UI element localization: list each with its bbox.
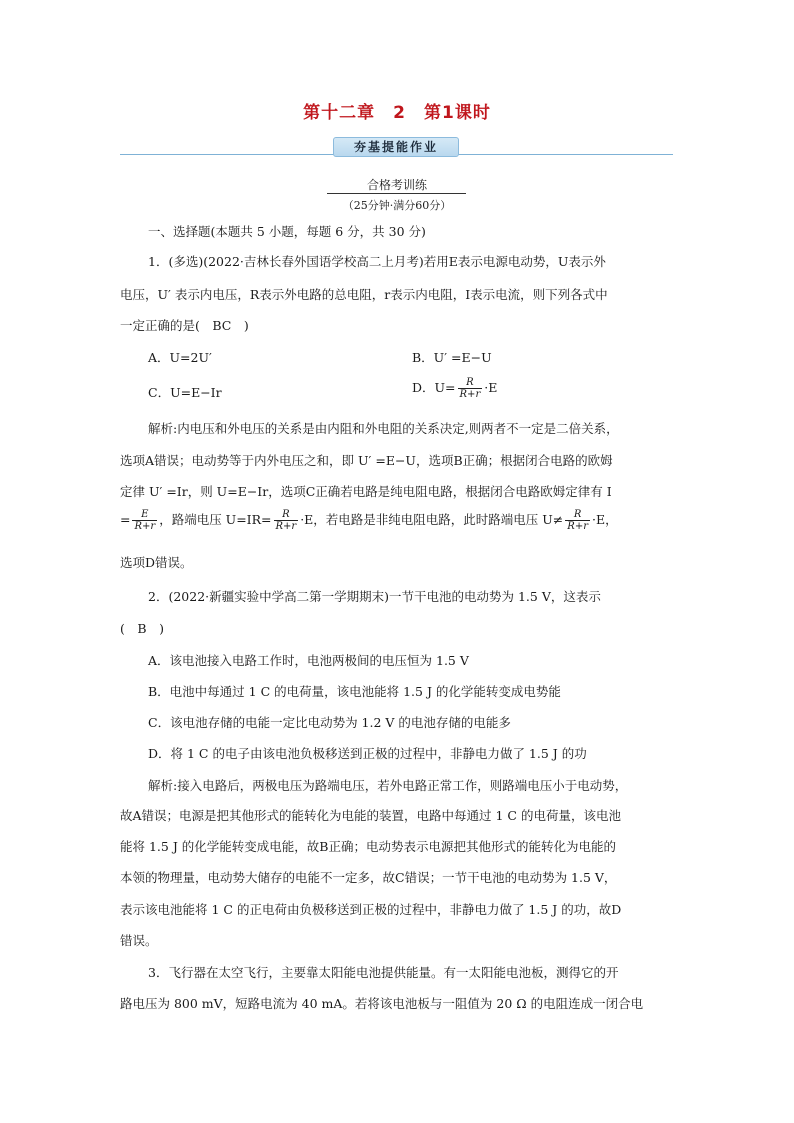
q2-stem-line-1: 2．(2022·新疆实验中学高二第一学期期末)一节干电池的电动势为 1.5 V，这表示 <box>148 589 601 604</box>
q1-option-b: B．U′ =E−U <box>412 350 492 365</box>
q2-stem-line-2: ( B ) <box>120 621 164 636</box>
q3-stem-line-2: 路电压为 800 mV，短路电流为 40 mA。若将该电池板与一阻值为 20 Ω 的电阻连成一闭合电 <box>120 996 644 1011</box>
fraction-numerator: R <box>274 509 299 521</box>
q2-analysis-line-6: 错误。 <box>120 933 158 948</box>
q2-option-a: A．该电池接入电路工作时，电池两极间的电压恒为 1.5 V <box>148 653 469 668</box>
q1-analysis-fraction-3 <box>565 509 590 532</box>
q2-analysis-line-2: 故A错误；电源是把其他形式的能转化为电能的装置，电路中每通过 1 C 的电荷量，该电池 <box>120 808 621 823</box>
fraction-numerator: R <box>565 509 590 521</box>
sub-title-divider <box>327 193 466 194</box>
q1-analysis-eq-prefix: = <box>120 512 131 527</box>
q2-analysis-line-4: 本领的物理量，电动势大储存的电能不一定多，故C错误；一节干电池的电动势为 1.5 V， <box>120 870 617 885</box>
q1-analysis-fraction-1 <box>132 509 157 532</box>
q1-analysis-line-2: 选项A错误；电动势等于内外电压之和，即 U′ =E−U，选项B正确；根据闭合电路的欧姆 <box>120 453 613 468</box>
q1-analysis-line-5: 选项D错误。 <box>120 555 193 570</box>
page-title: 第十二章 2 第1课时 <box>303 103 491 123</box>
fraction-denominator: R+r <box>459 389 481 400</box>
q1-stem-line-2: 电压，U′ 表示内电压，R表示外电路的总电阻，r表示内电阻，I表示电流，则下列各式中 <box>120 287 608 302</box>
fraction-denominator: R+r <box>134 521 156 532</box>
section-heading: 一、选择题(本题共 5 小题，每题 6 分，共 30 分) <box>148 224 426 239</box>
fraction-numerator: R <box>458 377 483 389</box>
q1-analysis-text-mid-2: ·E，若电路是非纯电阻电路，此时路端电压 U≠ <box>300 512 564 527</box>
q3-stem-line-1: 3．飞行器在太空飞行，主要靠太阳能电池提供能量。有一太阳能电池板，测得它的开 <box>148 965 619 980</box>
q1-stem-line-1: 1．(多选)(2022·吉林长春外国语学校高二上月考)若用E表示电源电动势，U表示外 <box>148 254 606 269</box>
q1-analysis-fraction-2 <box>274 509 299 532</box>
q2-option-d: D．将 1 C 的电子由该电池负极移送到正极的过程中，非静电力做了 1.5 J 的功 <box>148 746 587 761</box>
q1-option-a: A．U=2U′ <box>148 350 212 365</box>
q2-analysis-line-5: 表示该电池能将 1 C 的正电荷由负极移送到正极的过程中，非静电力做了 1.5 J 的功，故D <box>120 902 622 917</box>
section-banner: 夯基提能作业 <box>333 137 459 157</box>
fraction-denominator: R+r <box>567 521 588 532</box>
q2-option-c: C．该电池存储的电能一定比电动势为 1.2 V 的电池存储的电能多 <box>148 715 511 730</box>
q1-option-d-suffix: ·E <box>484 380 498 395</box>
q2-option-b: B．电池中每通过 1 C 的电荷量，该电池能将 1.5 J 的化学能转变成电势能 <box>148 684 561 699</box>
sub-title: 合格考训练 <box>366 178 427 192</box>
q1-stem-line-3: 一定正确的是( BC ) <box>120 318 249 333</box>
q2-analysis-line-3: 能将 1.5 J 的化学能转变成电能，故B正确；电动势表示电源把其他形式的能转化为电能的 <box>120 839 616 854</box>
q1-analysis-line-1: 解析:内电压和外电压的关系是由内阻和外电阻的关系决定,则两者不一定是二倍关系， <box>148 421 619 436</box>
q1-analysis-text-end: ·E， <box>592 512 618 527</box>
q1-option-c: C．U=E−Ir <box>148 385 222 400</box>
fraction-numerator: E <box>132 509 157 521</box>
q1-option-d <box>412 377 497 400</box>
q1-analysis-line-4 <box>120 509 618 532</box>
q1-option-d-prefix: D．U= <box>412 380 456 395</box>
q1-analysis-text-mid: ，路端电压 U=IR= <box>159 512 272 527</box>
q1-option-d-fraction <box>458 377 483 400</box>
sub-info: （25分钟·满分60分） <box>342 199 452 212</box>
q2-analysis-line-1: 解析:接入电路后，两极电压为路端电压，若外电路正常工作，则路端电压小于电动势， <box>148 778 628 793</box>
q1-analysis-line-3: 定律 U′ =Ir，则 U=E−Ir，选项C正确若电路是纯电阻电路，根据闭合电路欧姆定律有 I <box>120 484 612 499</box>
fraction-denominator: R+r <box>275 521 297 532</box>
